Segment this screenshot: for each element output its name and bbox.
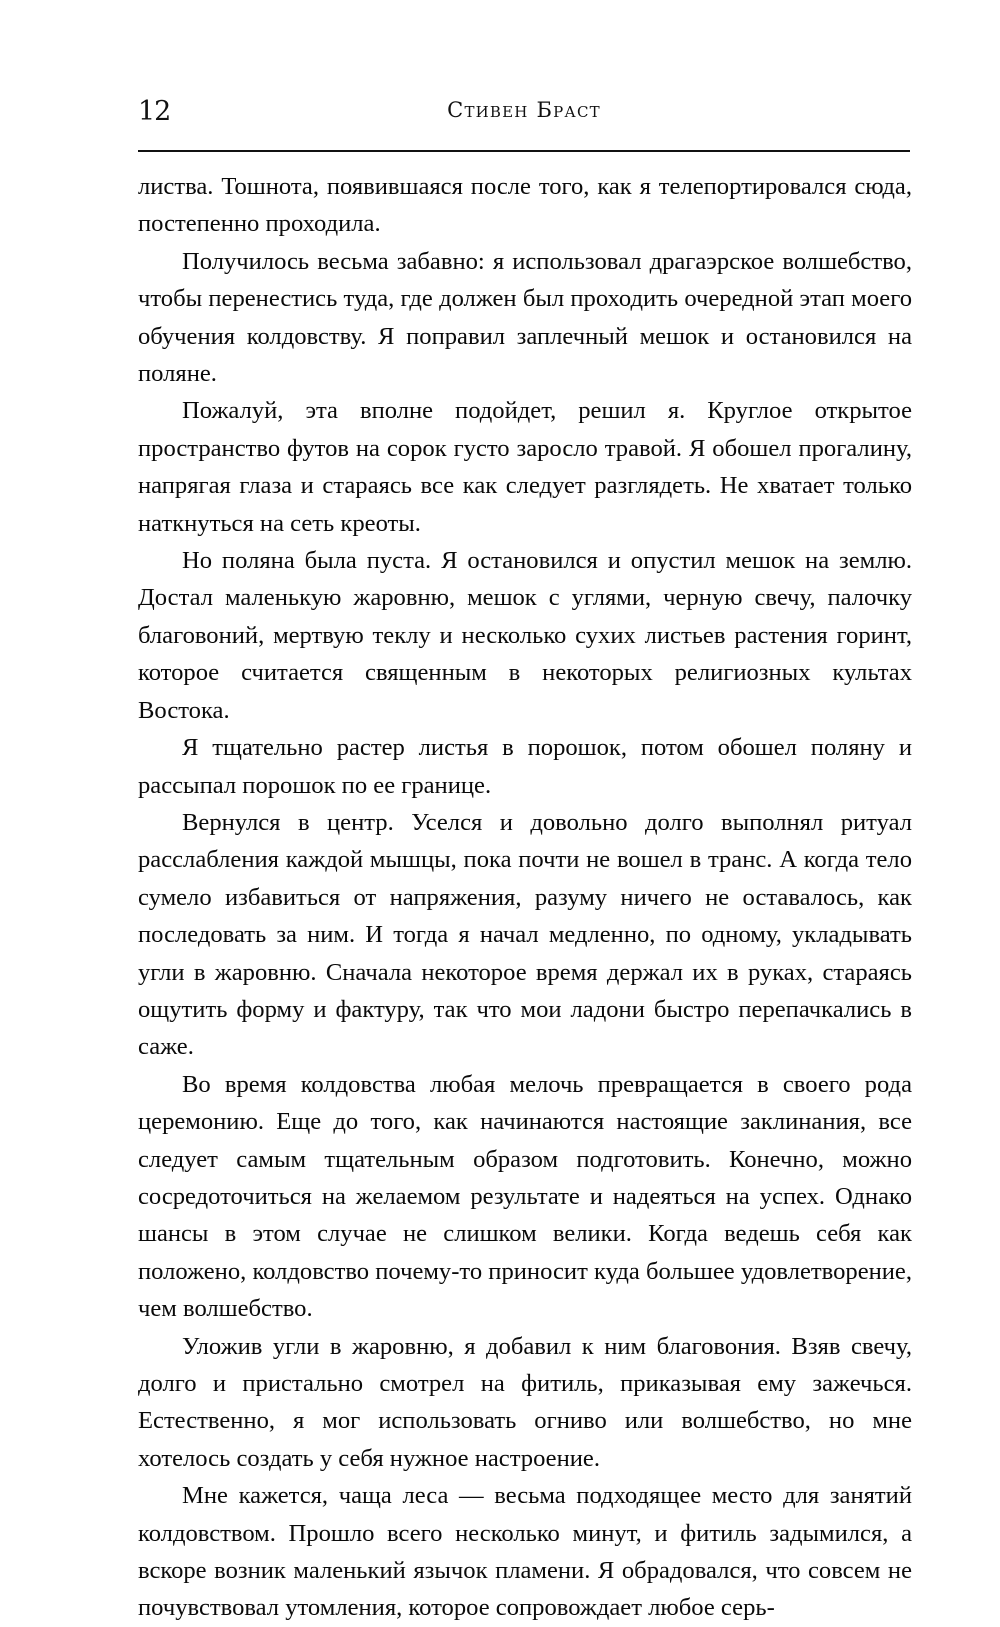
paragraph: Уложив угли в жаровню, я добавил к ним благовония. Взяв свечу, долго и пристально смотрел на фитиль, приказывая ему зажечься. Естественно, я мог использовать огниво или волшебство, но мне хотелось создать у себя нужное настроение. — [138, 1332, 912, 1472]
paragraph: листва. Тошнота, появившаяся после того, как я телепортировался сюда, постепенно проходила. — [138, 173, 912, 238]
paragraph: Получилось весьма забавно: я использовал драгаэрское волшебство, чтобы перенестись туда, где должен был проходить очередной этап моего обучения колдовству. Я поправил заплечный мешок и остановился на поляне. — [138, 247, 912, 388]
page-body — [138, 168, 912, 1627]
paragraph: Я тщательно растер листья в порошок, потом обошел поляну и рассыпал порошок по ее границе. — [138, 734, 912, 799]
paragraph: Пожалуй, эта вполне подойдет, решил я. Круглое открытое пространство футов на сорок густо заросло травой. Я обошел прогалину, напрягая глаза и стараясь все как следует разглядеть. Не хватает только наткнуться на сеть креоты. — [138, 397, 912, 537]
paragraph: Но поляна была пуста. Я остановился и опустил мешок на землю. Достал маленькую жаровню, мешок с углями, черную свечу, палочку благовоний, мертвую теклу и несколько сухих листьев растения горинт, которое считается священным в некоторых религиозных культах Востока. — [138, 547, 912, 724]
running-title: Стивен Браст — [447, 98, 601, 122]
page-header — [138, 96, 910, 140]
page-number: 12 — [138, 96, 171, 127]
paragraph: Вернулся в центр. Уселся и довольно долго выполнял ритуал расслабления каждой мышцы, пока почти не вошел в транс. А когда тело сумело избавиться от напряжения, разуму ничего не оставалось, как последовать за ним. И тогда я начал медленно, по одному, укладывать угли в жаровню. Сначала некоторое время держал их в руках, стараясь ощутить форму и фактуру, так что мои ладони быстро перепачкались в саже. — [138, 808, 912, 1061]
paragraph: Мне кажется, чаща леса — весьма подходящее место для занятий колдовством. Прошло всего несколько минут, и фитиль задымился, а вскоре возник маленький язычок пламени. Я обрадовался, что совсем не почувствовал утомления, которое сопровождает любое серь- — [138, 1482, 912, 1622]
header-rule — [138, 150, 910, 152]
paragraph: Во время колдовства любая мелочь превращается в своего рода церемонию. Еще до того, как начинаются настоящие заклинания, все следует самым тщательным образом подготовить. Конечно, можно сосредоточиться на желаемом результате и надеяться на успех. Однако шансы в этом случае не слишком велики. Когда ведешь себя как положено, колдовство почему-то приносит куда большее удовлетворение, чем волшебство. — [138, 1070, 912, 1323]
